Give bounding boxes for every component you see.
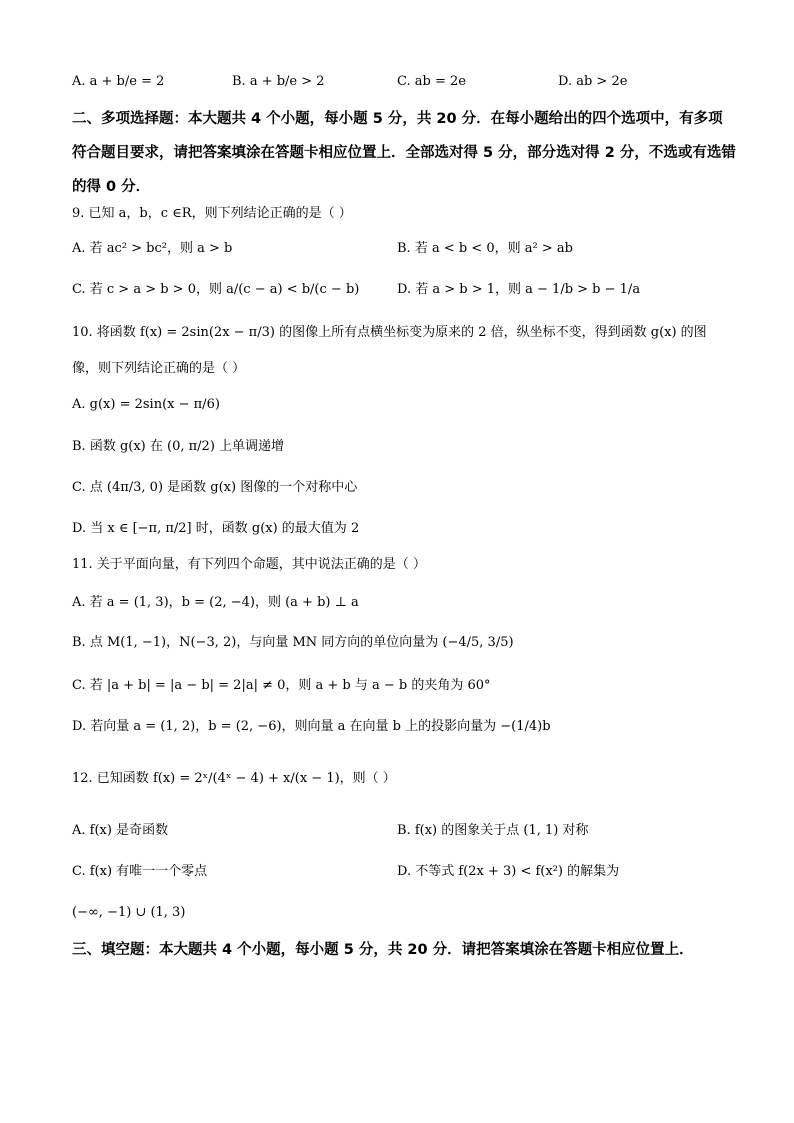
q12-option-a: A. f(x) 是奇函数: [72, 823, 169, 838]
q8-option-c: C. ab = 2e: [397, 74, 466, 89]
q12-option-c: C. f(x) 有唯一一个零点: [72, 864, 208, 879]
section-3-heading: 三、填空题：本大题共 4 个小题，每小题 5 分，共 20 分．请把答案填涂在答题卡相应位置上．: [72, 942, 694, 958]
q9-option-c: C. 若 c > a > b > 0，则 a/(c − a) < b/(c − b): [72, 282, 360, 297]
q10-option-c: C. 点 (4π/3, 0) 是函数 g(x) 图像的一个对称中心: [72, 480, 358, 495]
q11-option-a: A. 若 a = (1, 3)，b = (2, −4)，则 (a + b) ⊥ a: [72, 595, 359, 610]
q10-stem-line2: 像，则下列结论正确的是（ ）: [72, 361, 246, 376]
q9-stem: 9. 已知 a，b，c ∈R，则下列结论正确的是（ ）: [72, 206, 352, 221]
q11-option-d: D. 若向量 a = (1, 2)，b = (2, −6)，则向量 a 在向量 b 上的投影向量为 −(1/4)b: [72, 719, 551, 734]
q10-option-b: B. 函数 g(x) 在 (0, π/2) 上单调递增: [72, 439, 285, 454]
q12-stem: 12. 已知函数 f(x) = 2ˣ/(4ˣ − 4) + x/(x − 1)，则（ ）: [72, 771, 396, 786]
q8-option-b: B. a + b/e > 2: [232, 74, 325, 89]
q11-option-c: C. 若 |a + b| = |a − b| = 2|a| ≠ 0，则 a + b 与 a − b 的夹角为 60°: [72, 678, 491, 693]
q9-option-b: B. 若 a < b < 0，则 a² > ab: [397, 241, 573, 256]
q10-option-a: A. g(x) = 2sin(x − π/6): [72, 397, 220, 412]
q8-option-a: A. a + b/e = 2: [72, 74, 165, 89]
q9-option-d: D. 若 a > b > 1，则 a − 1/b > b − 1/a: [397, 282, 641, 297]
q12-option-d-continued: (−∞, −1) ∪ (1, 3): [72, 905, 186, 920]
q11-stem: 11. 关于平面向量，有下列四个命题，其中说法正确的是（ ）: [72, 557, 426, 572]
q12-option-d: D. 不等式 f(2x + 3) < f(x²) 的解集为: [397, 864, 620, 879]
q11-option-b: B. 点 M(1, −1)，N(−3, 2)，与向量 MN 同方向的单位向量为 (−4/5, 3/5): [72, 635, 514, 650]
q12-option-b: B. f(x) 的图象关于点 (1, 1) 对称: [397, 823, 589, 838]
section-2-heading: 二、多项选择题：本大题共 4 个小题，每小题 5 分，共 20 分．在每小题给出的四个选项中，有多项符合题目要求，请把答案填涂在答题卡相应位置上．全部选对得 5 分，部分选对得 2 分，不选或有选错的得 0 分．: [72, 111, 736, 195]
q10-stem-line1: 10. 将函数 f(x) = 2sin(2x − π/3) 的图像上所有点横坐标变为原来的 2 倍，纵坐标不变，得到函数 g(x) 的图: [72, 325, 707, 340]
q8-option-d: D. ab > 2e: [558, 74, 628, 89]
q9-option-a: A. 若 ac² > bc²，则 a > b: [72, 241, 233, 256]
q10-option-d: D. 当 x ∈ [−π, π/2] 时，函数 g(x) 的最大值为 2: [72, 521, 360, 536]
